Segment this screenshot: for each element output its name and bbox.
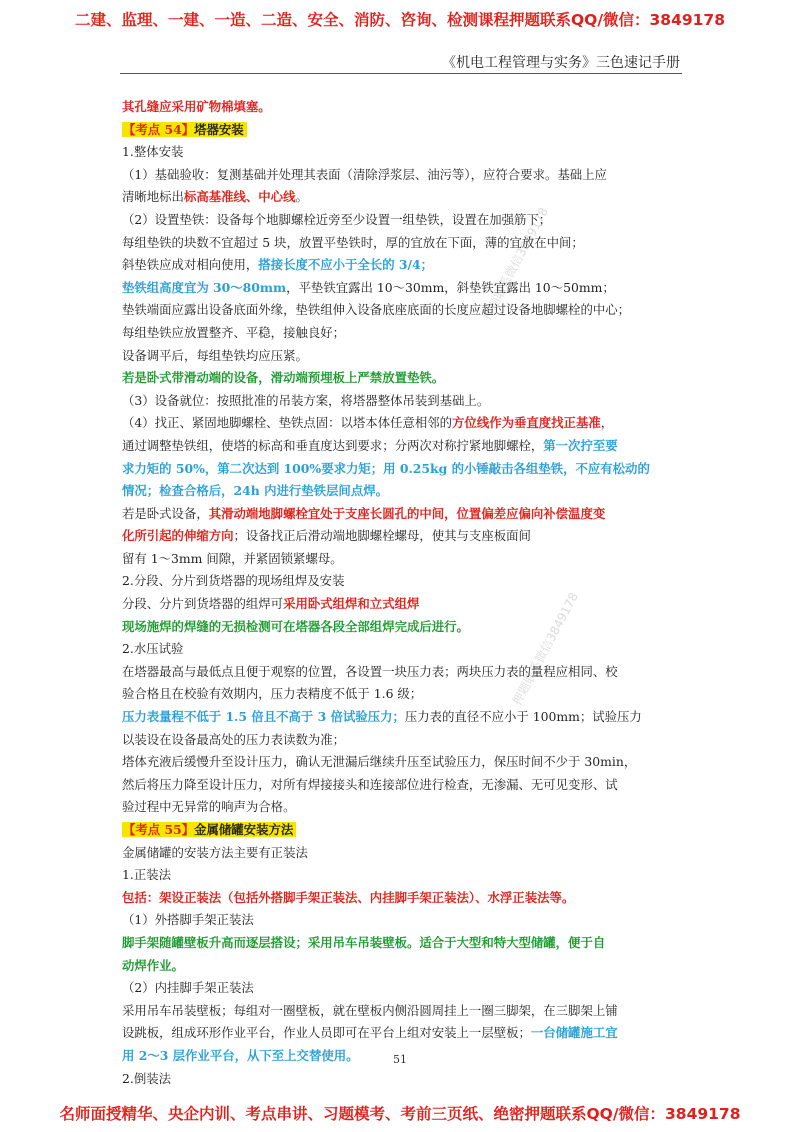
body-text: ，	[600, 415, 614, 431]
emphasis-blue-text: 求力矩的 50%，第二次达到 100%要求力矩；用 0.25kg 的小锤敲击各组垫铁，不应有松动的	[122, 460, 650, 476]
watermark-text: 押题联系微信3849178	[509, 590, 582, 708]
text-line	[122, 412, 684, 435]
body-text: 2.分段、分片到货塔器的现场组焊及安装	[122, 573, 345, 589]
section-tag: 【考点 55】	[123, 822, 195, 837]
emphasis-red-text: 方位线作为垂直度找正基准	[452, 415, 601, 431]
text-line	[122, 570, 684, 593]
text-line	[122, 932, 684, 955]
text-line	[122, 458, 684, 481]
bottom-promo-banner: 名师面授精华、央企内训、考点串讲、习题模考、考前三页纸、绝密押题联系QQ/微信：3849178	[59, 1105, 741, 1123]
emphasis-blue-text: 搭接长度不应小于全长的 3/4；	[258, 257, 434, 273]
emphasis-blue-text: 用 2～3 层作业平台，从下至上交替使用。	[122, 1047, 359, 1063]
text-line	[122, 548, 684, 571]
body-text: 2.水压试验	[122, 641, 184, 657]
text-line	[122, 616, 684, 639]
body-text: 若是卧式设备，	[122, 505, 209, 521]
text-line	[122, 209, 684, 232]
emphasis-red-text: 其孔缝应采用矿物棉填塞。	[122, 99, 271, 114]
emphasis-green-text: 动焊作业。	[122, 957, 184, 973]
page-body	[122, 96, 684, 1090]
body-text: （2）设置垫铁：设备每个地脚螺栓近旁至少设置一组垫铁，设置在加强筋下；	[122, 211, 552, 227]
text-line	[122, 96, 684, 119]
watermark-text: 押题联系微信3849178	[479, 205, 552, 323]
body-text: 设跳板，组成环形作业平台，作业人员即可在平台上组对安装上一层壁板；	[122, 1025, 531, 1041]
body-text: 以装设在设备最高处的压力表读数为准；	[122, 731, 346, 747]
body-text: 斜垫铁应成对相向使用，	[122, 257, 259, 273]
emphasis-blue-text: 垫铁组高度宜为 30～80mm	[122, 279, 287, 295]
body-text: 采用吊车吊装壁板；每组对一圈壁板，就在壁板内侧沿圆周挂上一圈三脚架，在三脚架上铺	[122, 1002, 618, 1018]
page-number: 51	[393, 1053, 407, 1066]
text-line	[122, 1000, 684, 1023]
body-text: 然后将压力降至设计压力，对所有焊接接头和连接部位进行检查，无渗漏、无可见变形、试	[122, 776, 618, 792]
text-line	[122, 774, 684, 797]
body-text: 设备调平后，每组垫铁均应压紧。	[122, 347, 308, 363]
body-text: ，平垫铁宜露出 10～30mm，斜垫铁宜露出 10～50mm；	[286, 279, 615, 295]
section-heading	[122, 822, 296, 837]
text-line	[122, 796, 684, 819]
body-text: 每组垫铁应放置整齐、平稳，接触良好；	[122, 324, 346, 340]
text-line	[122, 593, 684, 616]
body-text: 验合格且在校验有效期内，压力表精度不低于 1.6 级；	[122, 686, 423, 702]
body-text: （3）设备就位：按照批准的吊装方案，将塔器整体吊装到基础上。	[122, 392, 490, 408]
emphasis-red-text: 包括：架设正装法（包括外搭脚手架正装法、内挂脚手架正装法）、水浮正装法等。	[122, 889, 575, 905]
emphasis-red-text: 标高基准线、中心线	[183, 189, 296, 205]
top-promo-banner: 二建、监理、一建、一造、二造、安全、消防、咨询、检测课程押题联系QQ/微信：3849178	[74, 11, 725, 29]
text-line	[122, 955, 684, 978]
text-line	[122, 638, 684, 661]
body-text: 2.倒装法	[122, 1070, 171, 1086]
text-line	[122, 729, 684, 752]
text-line	[122, 277, 684, 300]
text-line	[122, 141, 684, 164]
running-header-title: 《机电工程管理与实务》三色速记手册	[442, 55, 680, 71]
emphasis-blue-text: 一台储罐施工宜	[530, 1025, 618, 1041]
body-text: 金属储罐的安装方法主要有正装法	[122, 844, 308, 860]
body-text: 垫铁端面应露出设备底面外缘，垫铁组伸入设备底座底面的长度应超过设备地脚螺栓的中心；	[122, 302, 631, 318]
text-line	[122, 119, 684, 142]
text-line	[122, 661, 684, 684]
text-line	[122, 819, 684, 842]
text-line	[122, 842, 684, 865]
body-text: 留有 1～3mm 间隙，并紧固锁紧螺母。	[122, 550, 343, 566]
text-line	[122, 977, 684, 1000]
text-line	[122, 322, 684, 345]
section-tag: 【考点 54】	[123, 121, 195, 137]
header-rule	[120, 73, 682, 74]
text-line	[122, 367, 684, 390]
body-text: ；设备找正后滑动端地脚螺栓螺母，使其与支座板面间	[233, 528, 531, 544]
emphasis-red-text: 采用卧式组焊和立式组焊	[283, 596, 420, 612]
text-line	[122, 186, 684, 209]
text-line	[122, 503, 684, 526]
body-text: 清晰地标出	[122, 189, 184, 205]
emphasis-green-text: 若是卧式带滑动端的设备，滑动端预埋板上严禁放置垫铁。	[122, 370, 445, 386]
emphasis-blue-text: 第一次拧至要	[543, 437, 618, 453]
body-text: 通过调整垫铁组，使塔的标高和垂直度达到要求；分两次对称拧紧地脚螺栓，	[122, 437, 544, 453]
text-line	[122, 864, 684, 887]
body-text: 。	[295, 189, 308, 205]
text-line	[122, 525, 684, 548]
body-text: （4）找正、紧固地脚螺栓、垫铁点固：以塔本体任意相邻的	[122, 415, 453, 431]
body-text: 1.整体安装	[122, 144, 184, 160]
emphasis-blue-text: 情况；检查合格后，24h 内进行垫铁层间点焊。	[122, 483, 388, 499]
body-text: （2）内挂脚手架正装法	[122, 980, 254, 996]
emphasis-red-text: 化所引起的伸缩方向	[122, 528, 234, 544]
text-line	[122, 1022, 684, 1045]
emphasis-green-text: 现场施焊的焊缝的无损检测可在塔器各段全部组焊完成后进行。	[122, 618, 469, 634]
section-heading	[122, 122, 247, 137]
text-line	[122, 164, 684, 187]
text-line	[122, 232, 684, 255]
body-text: 在塔器最高与最低点且便于观察的位置，各设置一块压力表；两块压力表的量程应相同、校	[122, 663, 618, 679]
emphasis-blue-text: 压力表量程不低于 1.5 倍且不高于 3 倍试验压力；	[122, 709, 405, 725]
text-line	[122, 751, 684, 774]
text-line	[122, 390, 684, 413]
emphasis-red-text: 其滑动端地脚螺栓宜处于支座长圆孔的中间，位置偏差应偏向补偿温度变	[208, 505, 606, 521]
text-line	[122, 254, 684, 277]
text-line	[122, 299, 684, 322]
body-text: 每组垫铁的块数不宜超过 5 块，放置平垫铁时，厚的宜放在下面，薄的宜放在中间；	[122, 234, 584, 250]
emphasis-green-text: 脚手架随罐壁板升高而逐层搭设；采用吊车吊装壁板。适合于大型和特大型储罐，便于自	[122, 934, 606, 950]
text-line	[122, 345, 684, 368]
text-line	[122, 887, 684, 910]
text-line	[122, 435, 684, 458]
text-line	[122, 480, 684, 503]
section-title: 塔器安装	[194, 121, 244, 137]
body-text: 塔体充液后缓慢升至设计压力，确认无泄漏后继续升压至试验压力，保压时间不少于 30min，	[122, 754, 637, 770]
text-line	[122, 1068, 684, 1091]
text-line	[122, 683, 684, 706]
body-text: 1.正装法	[122, 867, 171, 883]
body-text: 分段、分片到货塔器的组焊可	[122, 596, 284, 612]
body-text: 压力表的直径不应小于 100mm；试验压力	[404, 709, 642, 725]
body-text: （1）基础验收：复测基础并处理其表面（清除浮浆层、油污等），应符合要求。基础上应	[122, 166, 607, 182]
body-text: （1）外搭脚手架正装法	[122, 912, 254, 928]
text-line	[122, 706, 684, 729]
section-title: 金属储罐安装方法	[194, 822, 294, 837]
body-text: 验过程中无异常的响声为合格。	[122, 799, 296, 815]
text-line	[122, 909, 684, 932]
